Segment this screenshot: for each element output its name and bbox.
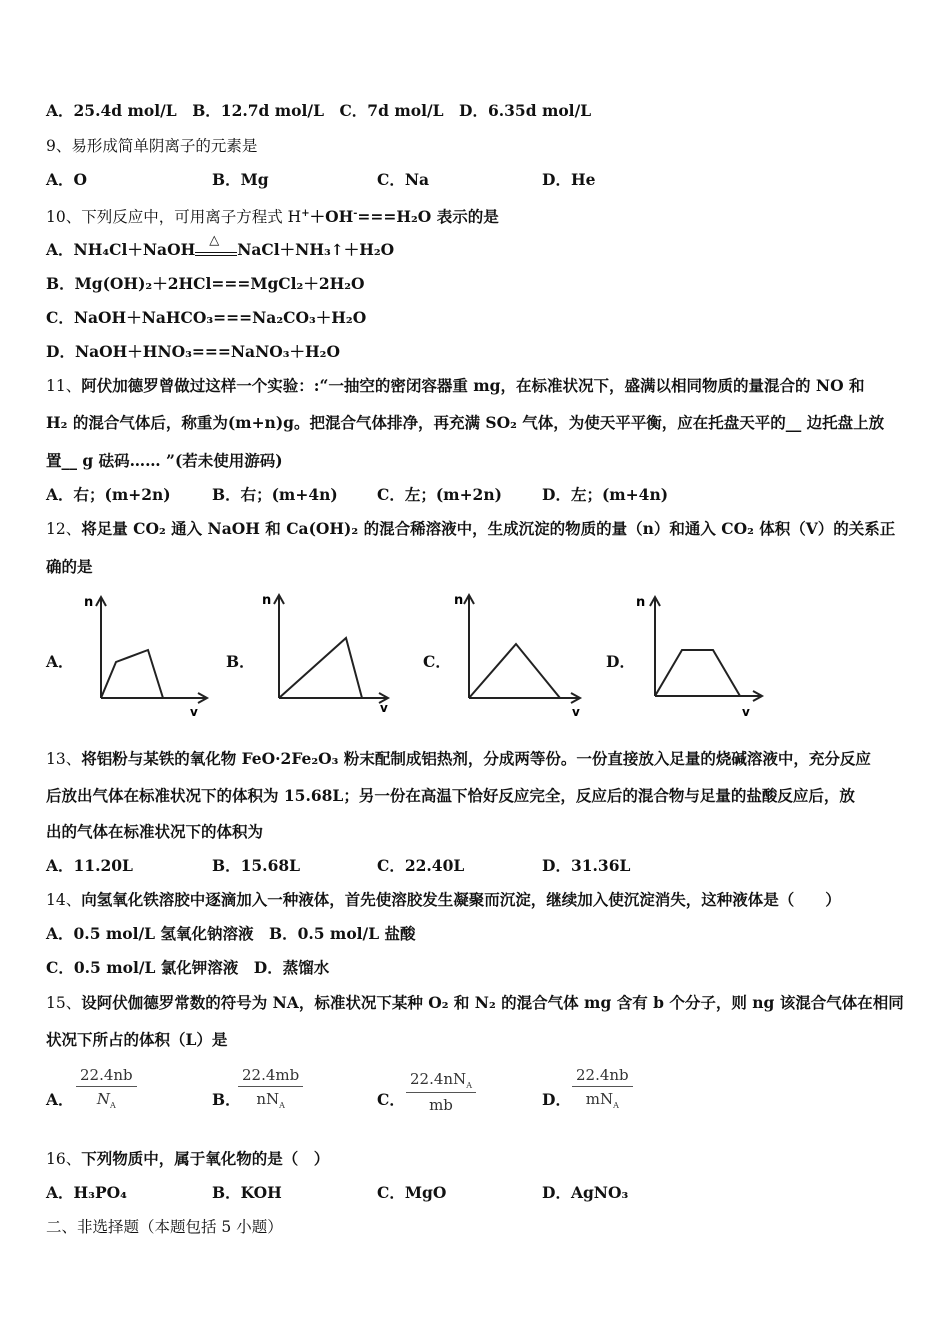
q11-line3: 置__ g 砝码…… ”(若未使用游码) xyxy=(46,451,283,470)
q11-number: 11、 xyxy=(46,377,82,395)
q16-option-d: D．AgNO₃ xyxy=(542,1183,629,1202)
q12-label-b: B． xyxy=(226,652,255,671)
q15-number: 15、 xyxy=(46,994,82,1012)
q11-option-d: D．左；(m+4n) xyxy=(542,485,669,504)
q12-label-d: D． xyxy=(606,652,635,671)
q11-option-c: C．左；(m+2n) xyxy=(377,485,502,504)
q11-text-1: 阿伏加德罗曾做过这样一个实验：:“一抽空的密闭容器重 mg，在标准状况下，盛满以相同物质的量混合的 NO 和 xyxy=(81,376,865,395)
q10-option-b: B．Mg(OH)₂＋2HCl===MgCl₂＋2H₂O xyxy=(46,274,365,293)
curve-c xyxy=(469,644,560,698)
q10-text-plus: ＋ xyxy=(309,207,326,227)
heat-symbol: △ xyxy=(209,233,220,248)
numerator: 22.4mb xyxy=(238,1066,303,1087)
q12-line1 xyxy=(46,519,895,539)
q15-label-b: B． xyxy=(212,1090,241,1109)
q14-stem xyxy=(46,890,841,910)
q11-line2: H₂ 的混合气体后，称重为(m+n)g。把混合气体排净，再充满 SO₂ 气体，为使天平平衡，应在托盘天平的__ 边托盘上放 xyxy=(46,413,885,432)
q12-number: 12、 xyxy=(46,520,82,538)
q15-line1 xyxy=(46,993,904,1013)
x-axis-label: v xyxy=(572,705,580,719)
equals-line xyxy=(195,252,237,253)
q14-text: 向氢氧化铁溶胶中逐滴加入一种液体，首先使溶胶发生凝聚而沉淀，继续加入使沉淀消失，这种液体是（ ） xyxy=(81,890,841,909)
y-axis-label: n xyxy=(262,593,272,608)
curve-b xyxy=(279,638,362,698)
q10-number: 10、 xyxy=(46,208,82,227)
denominator: $N_A$ xyxy=(96,1090,116,1110)
q12-line2: 确的是 xyxy=(46,557,93,576)
q9-text: 易形成简单阴离子的元素是 xyxy=(71,137,258,155)
q10-option-a xyxy=(46,233,395,260)
q11-option-a: A．右；(m+2n) xyxy=(46,485,171,504)
q10-option-a-post: NaCl＋NH₃↑＋H₂O xyxy=(237,240,395,259)
q9-option-a: A．O xyxy=(46,170,88,189)
q16-text: 下列物质中，属于氧化物的是（ ） xyxy=(81,1149,330,1168)
q13-line3: 出的气体在标准状况下的体积为 xyxy=(46,822,264,841)
q12-graph-c xyxy=(448,590,588,720)
q9-stem xyxy=(46,136,257,156)
q13-text-1: 将铝粉与某铁的氧化物 FeO·2Fe₂O₃ 粉末配制成铝热剂，分成两等份。一份直接放入足量的烧碱溶液中，充分反应 xyxy=(81,749,871,768)
q15-label-a: A． xyxy=(46,1090,74,1109)
q11-line1 xyxy=(46,376,864,396)
q10-text-oh: OH xyxy=(325,207,354,227)
q13-option-d: D．31.36L xyxy=(542,856,631,875)
curve-d xyxy=(655,650,740,696)
q13-number: 13、 xyxy=(46,750,82,768)
q9-option-c: C．Na xyxy=(377,170,430,189)
q10-option-a-pre: A．NH₄Cl＋NaOH xyxy=(46,240,196,259)
q11-option-b: B．右；(m+4n) xyxy=(212,485,338,504)
numerator: 22.4nb xyxy=(76,1066,137,1087)
q12-graph-d xyxy=(630,590,770,720)
q15-label-d: D． xyxy=(542,1090,571,1109)
q13-option-c: C．22.40L xyxy=(377,856,465,875)
q14-options-row1: A．0.5 mol/L 氢氧化钠溶液 B．0.5 mol/L 盐酸 xyxy=(46,924,416,943)
x-axis-label: v xyxy=(380,701,388,715)
q16-number: 16、 xyxy=(46,1150,82,1168)
y-axis-label: n xyxy=(454,593,464,608)
q16-stem xyxy=(46,1149,329,1169)
denominator: $nN_A$ xyxy=(256,1090,285,1110)
q10-stem: 10、下列反应中，可用离子方程式 H+＋OH-===H₂O 表示的是 xyxy=(46,207,499,227)
q16-option-a: A．H₃PO₄ xyxy=(46,1183,127,1202)
q9-number: 9、 xyxy=(46,137,72,155)
numerator: $22.4nN_A$ xyxy=(406,1070,476,1093)
q16-option-b: B．KOH xyxy=(212,1183,282,1202)
q10-option-c: C．NaOH＋NaHCO₃===Na₂CO₃＋H₂O xyxy=(46,308,367,327)
q12-label-c: C． xyxy=(423,652,451,671)
q15-fraction-b xyxy=(238,1066,303,1110)
equals-line xyxy=(195,255,237,256)
q12-label-a: A． xyxy=(46,652,74,671)
q13-line1 xyxy=(46,749,871,769)
q12-graph-a xyxy=(80,590,215,720)
y-axis-label: n xyxy=(84,595,94,610)
q13-option-a: A．11.20L xyxy=(46,856,133,875)
denominator: mb xyxy=(429,1096,453,1114)
q9-option-b: B．Mg xyxy=(212,170,269,189)
q8-options: A．25.4d mol/L B．12.7d mol/L C．7d mol/L D．6.35d mol/L xyxy=(46,101,592,120)
q13-option-b: B．15.68L xyxy=(212,856,301,875)
q15-fraction-d xyxy=(572,1066,633,1110)
q12-graph-b xyxy=(258,590,393,720)
q15-line2: 状况下所占的体积（L）是 xyxy=(46,1030,228,1049)
q10-text-pre: 下列反应中，可用离子方程式 H xyxy=(81,208,302,227)
q10-text-post: ===H₂O 表示的是 xyxy=(357,207,499,227)
q10-option-d: D．NaOH＋HNO₃===NaNO₃＋H₂O xyxy=(46,342,340,361)
section-heading: 二、非选择题（本题包括 5 小题） xyxy=(46,1218,283,1236)
q15-fraction-c xyxy=(406,1070,476,1114)
q12-text-1: 将足量 CO₂ 通入 NaOH 和 Ca(OH)₂ 的混合稀溶液中，生成沉淀的物质的量（n）和通入 CO₂ 体积（V）的关系正 xyxy=(81,519,896,538)
q16-option-c: C．MgO xyxy=(377,1183,447,1202)
q15-text-1: 设阿伏伽德罗常数的符号为 NA，标准状况下某种 O₂ 和 N₂ 的混合气体 mg 含有 b 个分子，则 ng 该混合气体在相同 xyxy=(81,993,904,1012)
x-axis-label: v xyxy=(190,705,198,719)
q14-options-row2: C．0.5 mol/L 氯化钾溶液 D．蒸馏水 xyxy=(46,958,330,977)
q15-fraction-a xyxy=(76,1066,137,1110)
q9-option-d: D．He xyxy=(542,170,596,189)
numerator: 22.4nb xyxy=(572,1066,633,1087)
q15-label-c: C． xyxy=(377,1090,405,1109)
y-axis-label: n xyxy=(636,595,646,610)
curve-a xyxy=(101,650,163,698)
q14-number: 14、 xyxy=(46,891,82,909)
denominator: $mN_A$ xyxy=(585,1090,619,1110)
q13-line2: 后放出气体在标准状况下的体积为 15.68L；另一份在高温下恰好反应完全，反应后的混合物与足量的盐酸反应后，放 xyxy=(46,786,855,805)
x-axis-label: v xyxy=(742,705,750,719)
